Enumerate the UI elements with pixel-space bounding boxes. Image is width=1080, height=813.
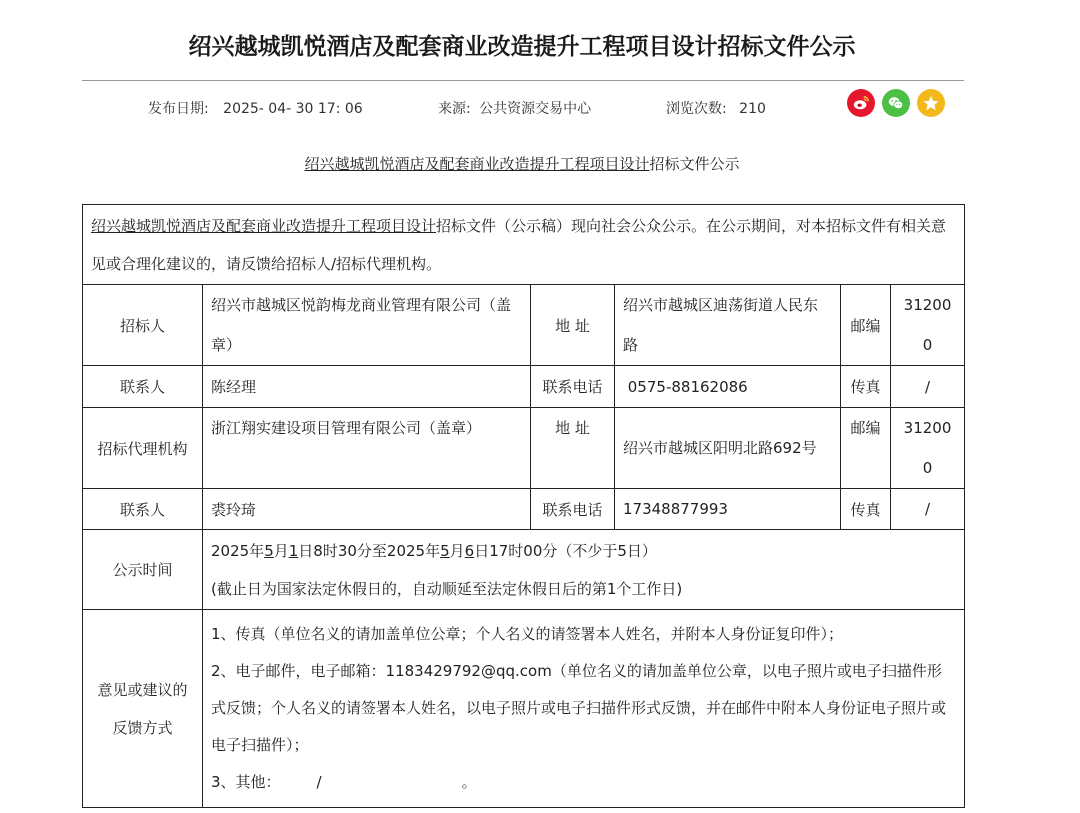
- tenderer-name: 绍兴市越城区悦韵梅龙商业管理有限公司（盖章）: [203, 285, 531, 366]
- tenderer-phone: 0575-88162086: [615, 366, 841, 408]
- share-weibo-button[interactable]: [847, 89, 875, 117]
- tenderer-contact-label: 联系人: [83, 366, 203, 408]
- announcement-table: [82, 204, 965, 808]
- period-text-c: 日8时30分至2025年: [298, 541, 441, 560]
- source: [438, 98, 591, 118]
- intro-text: 招标文件（公示稿）现向社会公众公示。在公示期间，对本招标文件有相关意见或合理化建议的，请反馈给招标人/招标代理机构。: [91, 216, 947, 273]
- agency-contact-label: 联系人: [83, 489, 203, 530]
- period-text-d: 月: [449, 541, 465, 560]
- source-label: 来源:: [438, 101, 471, 117]
- agency-address-label: 地 址: [531, 408, 615, 489]
- tenderer-address-label: 地 址: [531, 285, 615, 366]
- subtitle-suffix: 招标文件公示: [649, 155, 740, 173]
- intro-row: [83, 205, 965, 285]
- tenderer-postcode-label: 邮编: [841, 285, 891, 366]
- agency-name: 浙江翔实建设项目管理有限公司（盖章）: [203, 408, 531, 489]
- agency-label: 招标代理机构: [83, 408, 203, 489]
- star-icon: [922, 94, 940, 112]
- tenderer-fax: /: [891, 366, 965, 408]
- intro-project-name: 绍兴越城凯悦酒店及配套商业改造提升工程项目设计: [91, 216, 437, 235]
- wechat-icon: [887, 94, 905, 112]
- period-start-day: 1: [288, 541, 299, 560]
- agency-phone: 17348877993: [615, 489, 841, 530]
- feedback-item-fax: 1、传真（单位名义的请加盖单位公章；个人名义的请签署本人姓名，并附本人身份证复印件）；: [211, 625, 844, 643]
- feedback-label: [83, 610, 203, 808]
- agency-postcode-label: 邮编: [841, 408, 891, 489]
- period-end-day: 6: [464, 541, 475, 560]
- tenderer-contact-name: 陈经理: [203, 366, 531, 408]
- publish-date-value: 2025- 04- 30 17: 06: [223, 101, 363, 117]
- period-end-month: 5: [440, 541, 450, 560]
- tenderer-fax-label: 传真: [841, 366, 891, 408]
- tenderer-phone-label: 联系电话: [531, 366, 615, 408]
- period-cell: [203, 530, 965, 610]
- feedback-other-end: 。: [461, 773, 477, 791]
- period-start-month: 5: [264, 541, 274, 560]
- tenderer-contact-row: [83, 366, 965, 408]
- feedback-other-value: /: [316, 773, 322, 791]
- period-text-a: 2025年: [211, 541, 265, 560]
- tenderer-row: [83, 285, 965, 366]
- period-row: [83, 530, 965, 610]
- tenderer-postcode: 312000: [891, 285, 965, 366]
- period-label: 公示时间: [83, 530, 203, 610]
- agency-fax: /: [891, 489, 965, 530]
- feedback-label-line1: 意见或建议的: [97, 680, 188, 699]
- view-count-label: 浏览次数:: [666, 101, 727, 117]
- intro-cell: [83, 205, 965, 285]
- document-subtitle: [0, 153, 1044, 174]
- view-count-value: 210: [739, 101, 766, 117]
- feedback-item-other: [211, 764, 956, 801]
- agency-address: 绍兴市越城区阳明北路692号: [615, 408, 841, 489]
- agency-phone-label: 联系电话: [531, 489, 615, 530]
- period-note: (截止日为国家法定休假日的，自动顺延至法定休假日后的第1个工作日): [211, 579, 683, 598]
- view-count: [666, 98, 766, 118]
- tenderer-label: 招标人: [83, 285, 203, 366]
- agency-contact-row: [83, 489, 965, 530]
- page-title: 绍兴越城凯悦酒店及配套商业改造提升工程项目设计招标文件公示: [188, 34, 856, 60]
- feedback-cell: [203, 610, 965, 808]
- feedback-label-line2: 反馈方式: [112, 718, 173, 737]
- publish-date: [148, 98, 363, 118]
- feedback-other-prefix: 3、其他：: [211, 773, 281, 791]
- favorite-button[interactable]: [917, 89, 945, 117]
- weibo-icon: [852, 94, 870, 112]
- period-text-b: 月: [273, 541, 289, 560]
- publish-date-label: 发布日期:: [148, 101, 209, 117]
- agency-contact-name: 裘玲琦: [203, 489, 531, 530]
- feedback-row: [83, 610, 965, 808]
- source-value: 公共资源交易中心: [479, 101, 592, 117]
- share-wechat-button[interactable]: [882, 89, 910, 117]
- feedback-item-email: 2、电子邮件，电子邮箱：1183429792@qq.com（单位名义的请加盖单位公章，以电子照片或电子扫描件形式反馈；个人名义的请签署本人姓名，以电子照片或电子扫描件形式反馈，并在邮件中附本人身份证电子照片或电子扫描件）；: [211, 662, 947, 754]
- agency-fax-label: 传真: [841, 489, 891, 530]
- period-range: [211, 532, 956, 570]
- period-text-e: 日17时00分（不少于5日）: [474, 541, 657, 560]
- agency-row: [83, 408, 965, 489]
- title-divider: [82, 80, 964, 81]
- agency-postcode: 312000: [891, 408, 965, 489]
- subtitle-project-name: 绍兴越城凯悦酒店及配套商业改造提升工程项目设计: [304, 155, 650, 173]
- tenderer-address: 绍兴市越城区迪荡街道人民东路: [615, 285, 841, 366]
